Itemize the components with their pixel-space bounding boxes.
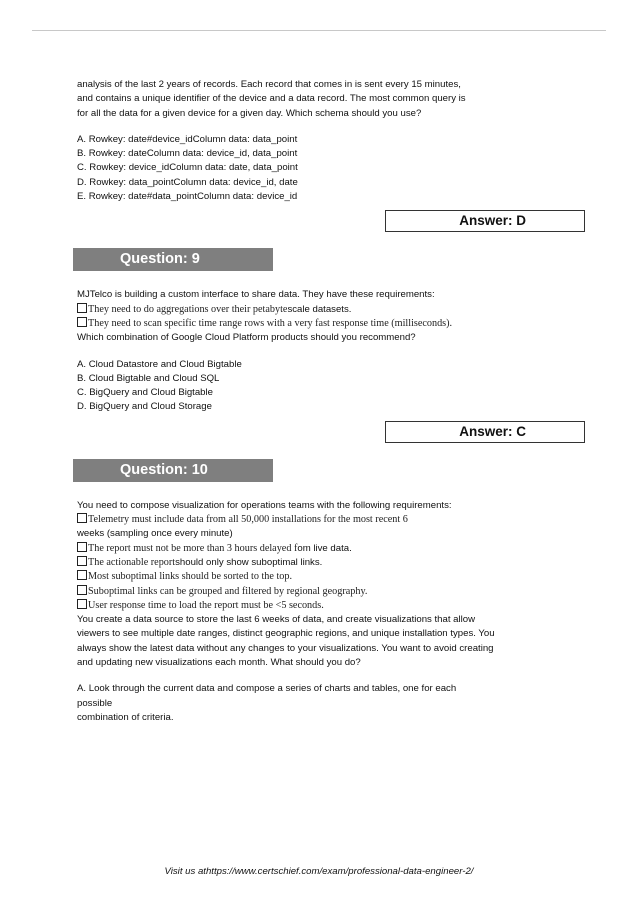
q10-intro: You need to compose visualization for operations teams with the following requirements: <box>77 499 452 511</box>
q9-ask: Which combination of Google Cloud Platform products should you recommend? <box>77 332 416 344</box>
q9-header <box>77 248 577 288</box>
q9-option-c: C. BigQuery and Cloud Bigtable <box>77 387 213 399</box>
header-divider <box>32 30 606 31</box>
intro-line: for all the data for a given device for a given day. Which schema should you use? <box>77 107 422 119</box>
q9-requirement-2: They need to scan specific time range rows with a very fast response time (milliseconds). <box>77 317 577 331</box>
q10-requirement-3: The actionable reportshould only show suboptimal links. <box>77 556 577 570</box>
q9-answer-box: Answer: C <box>385 421 585 443</box>
q9-intro: MJTelco is building a custom interface to share data. They have these requirements: <box>77 289 435 301</box>
q10-requirement-2: The report must not be more than 3 hours delayed fom live data. <box>77 542 577 556</box>
q9-requirement-1: They need to do aggregations over their petabytescale datasets. <box>77 303 577 317</box>
q8-option-d: D. Rowkey: data_pointColumn data: device_id, date <box>77 176 298 188</box>
q10-option-a: A. Look through the current data and compose a series of charts and tables, one for each <box>77 683 457 695</box>
q8-answer-box: Answer: D <box>385 210 585 232</box>
q8-answer-row <box>77 204 577 248</box>
checkbox-icon <box>77 513 87 523</box>
checkbox-icon <box>77 317 87 327</box>
q9-option-a: A. Cloud Datastore and Cloud Bigtable <box>77 358 242 370</box>
q9-answer-row <box>77 415 577 459</box>
q10-option-a: possible <box>77 697 113 709</box>
q10-body: always show the latest data without any changes to your visualizations. You want to avoid creating <box>77 642 494 654</box>
intro-line: and contains a unique identifier of the device and a data record. The most common query is <box>77 93 466 105</box>
q10-requirement-4: Most suboptimal links should be sorted to the top. <box>77 570 577 584</box>
checkbox-icon <box>77 542 87 552</box>
intro-line: analysis of the last 2 years of records. Each record that comes in is sent every 15 minutes, <box>77 79 461 90</box>
q10-option-a: combination of criteria. <box>77 711 174 723</box>
checkbox-icon <box>77 556 87 566</box>
q10-body: viewers to see multiple date ranges, distinct geographic regions, and unique installation types. You <box>77 628 495 640</box>
q10-requirement-6: User response time to load the report must be <5 seconds. <box>77 599 577 613</box>
q9-option-b: B. Cloud Bigtable and Cloud SQL <box>77 372 220 384</box>
checkbox-icon <box>77 303 87 313</box>
q10-body: and updating new visualizations each month. What should you do? <box>77 657 361 669</box>
q10-requirement-5: Suboptimal links can be grouped and filtered by regional geography. <box>77 585 577 599</box>
q10-requirement-1-cont: weeks (sampling once every minute) <box>77 528 233 540</box>
q9-title: Question: 9 <box>73 248 273 271</box>
q8-option-a: A. Rowkey: date#device_idColumn data: data_point <box>77 133 298 145</box>
q10-title: Question: 10 <box>73 459 273 482</box>
q9-option-d: D. BigQuery and Cloud Storage <box>77 401 212 413</box>
q8-option-c: C. Rowkey: device_idColumn data: date, data_point <box>77 162 298 174</box>
q8-option-e: E. Rowkey: date#data_pointColumn data: device_id <box>77 191 298 203</box>
q10-header <box>77 459 577 499</box>
q8-option-b: B. Rowkey: dateColumn data: device_id, data_point <box>77 148 298 160</box>
footer-link[interactable]: Visit us athttps://www.certschief.com/exam/professional-data-engineer-2/ <box>164 866 474 877</box>
checkbox-icon <box>77 599 87 609</box>
q10-requirement-1: Telemetry must include data from all 50,000 installations for the most recent 6 <box>77 513 577 527</box>
checkbox-icon <box>77 570 87 580</box>
page-content <box>77 78 577 725</box>
checkbox-icon <box>77 585 87 595</box>
q10-body: You create a data source to store the last 6 weeks of data, and create visualizations that allow <box>77 614 476 626</box>
